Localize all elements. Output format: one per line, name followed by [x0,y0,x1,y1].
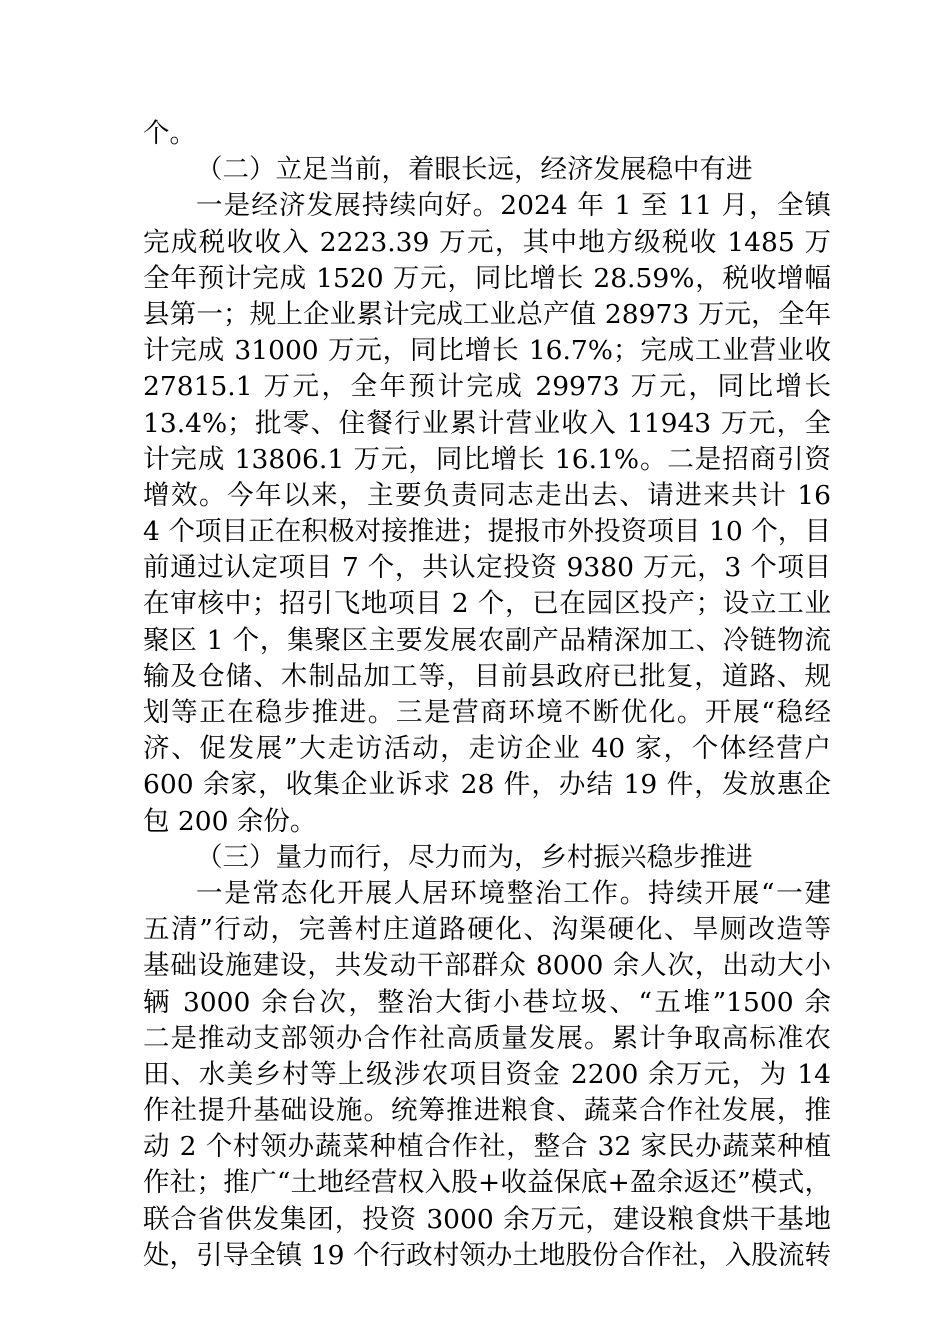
text-line: 田、水美乡村等上级涉农项目资金 2200 余万元，为 14 [143,1058,831,1090]
text-line: 一是经济发展持续向好。2024 年 1 至 11 月，全镇 [196,190,831,222]
section-heading: （三）量力而行，尽力而为，乡村振兴稳步推进 [196,841,753,873]
text-line: 处，引导全镇 19 个行政村领办土地股份合作社，入股流转 [143,1239,831,1271]
text-line: 作社；推广“土地经营权入股+收益保底+盈余返还”模式， [143,1167,831,1199]
text-line: 完成税收收入 2223.39 万元，其中地方级税收 1485 万 [143,226,831,258]
text-line: 在审核中；招引飞地项目 2 个，已在园区投产；设立工业 [143,588,831,620]
text-line: 4 个项目正在积极对接推进；提报市外投资项目 10 个，目 [143,516,831,548]
text-line: 计完成 31000 万元，同比增长 16.7%；完成工业营业收 [143,335,831,367]
text-line: 聚区 1 个，集聚区主要发展农副产品精深加工、冷链物流 [143,624,831,656]
text-line: 二是推动支部领办合作社高质量发展。累计争取高标准农 [143,1022,831,1054]
text-line: 包 200 余份。 [143,805,317,837]
text-line: 27815.1 万元，全年预计完成 29973 万元，同比增长 [143,371,831,403]
text-line: 个。 [143,118,196,149]
text-line: 一是常态化开展人居环境整治工作。持续开展“一建 [196,877,831,909]
text-line: 划等正在稳步推进。三是营商环境不断优化。开展“稳经 [143,697,831,728]
text-line: 联合省供发集团，投资 3000 余万元，建设粮食烘干基地 [143,1203,831,1235]
text-line: 计完成 13806.1 万元，同比增长 16.1%。二是招商引资 [143,443,831,475]
document-page [143,116,831,1274]
section-heading: （二）立足当前，着眼长远，经济发展稳中有进 [196,154,753,186]
text-line: 增效。今年以来，主要负责同志走出去、请进来共计 16 [143,479,831,511]
text-line: 600 余家，收集企业诉求 28 件，办结 19 件，发放惠企 [143,769,831,801]
text-line: 基础设施建设，共发动干部群众 8000 余人次，出动大小 [143,950,831,982]
text-line: 全年预计完成 1520 万元，同比增长 28.59%，税收增幅 [143,262,831,294]
text-line: 动 2 个村领办蔬菜种植合作社，整合 32 家民办蔬菜种植 [143,1131,831,1163]
text-line: 13.4%；批零、住餐行业累计营业收入 11943 万元，全 [143,407,831,439]
text-line: 作社提升基础设施。统筹推进粮食、蔬菜合作社发展，推 [143,1095,831,1127]
text-line: 辆 3000 余台次，整治大街小巷垃圾、“五堆”1500 余 [143,986,831,1018]
text-line: 济、促发展”大走访活动，走访企业 40 家，个体经营户 [143,733,831,765]
text-line: 县第一；规上企业累计完成工业总产值 28973 万元，全年 [143,298,831,330]
text-line: 输及仓储、木制品加工等，目前县政府已批复，道路、规 [143,660,831,692]
text-line: 五清”行动，完善村庄道路硬化、沟渠硬化、旱厕改造等 [143,914,831,946]
text-line: 前通过认定项目 7 个，共认定投资 9380 万元，3 个项目 [143,552,831,584]
